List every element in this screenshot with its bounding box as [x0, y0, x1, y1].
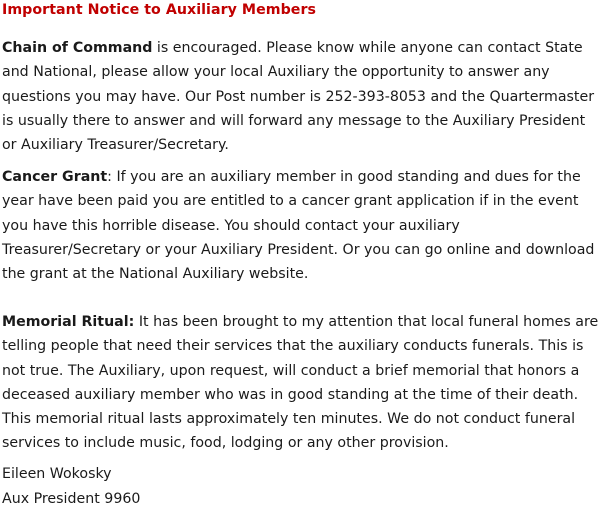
notice-title: Important Notice to Auxiliary Members: [2, 2, 317, 18]
signature-role: Aux President 9960: [2, 491, 141, 507]
memorial-ritual-paragraph: [2, 310, 602, 456]
cancer-grant-paragraph: [2, 165, 602, 286]
chain-of-command-paragraph: [2, 36, 602, 157]
cancer-grant-body: If you are an auxiliary member in good standing and dues for the year have been paid you are entitled to a cancer grant application if in the event you have this horrible disease. You should contact your auxiliary Treasurer/Secretary or your Auxiliary President. Or you can go online and download the grant at the National Auxiliary website.: [2, 169, 595, 283]
signature-name: Eileen Wokosky: [2, 466, 112, 482]
memorial-ritual-body: It has been brought to my attention that local funeral homes are telling people that need their services that the auxiliary conducts funerals. This is not true. The Auxiliary, upon request, will conduct a brief memorial that honors a deceased auxiliary member who was in good standing at the time of their death. This memorial ritual lasts approximately ten minutes. We do not conduct funeral services to include music, food, lodging or any other provision.: [2, 314, 599, 452]
cancer-grant-heading: Cancer Grant: [2, 169, 108, 185]
signature-block: [2, 462, 140, 512]
cancer-grant-separator: :: [107, 169, 117, 185]
chain-of-command-heading: Chain of Command: [2, 40, 153, 56]
chain-of-command-body: is encouraged. Please know while anyone can contact State and National, please allow your local Auxiliary the opportunity to answer any questions you may have. Our Post number is 252-393-8053 and the Quartermaster is usually there to answer and will forward any message to the Auxiliary President or Auxiliary Treasurer/Secretary.: [2, 40, 595, 154]
memorial-ritual-heading: Memorial Ritual:: [2, 314, 135, 330]
